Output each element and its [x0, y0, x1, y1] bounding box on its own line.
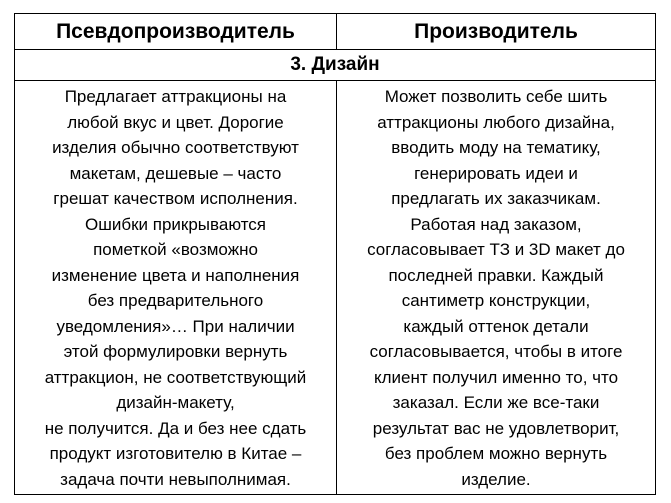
right-text-line: результат вас не удовлетворит, — [372, 418, 620, 438]
comparison-table — [14, 13, 656, 495]
right-text-line: клиент получил именно то, что — [373, 367, 619, 387]
left-text-line: любой вкус и цвет. Дорогие — [67, 112, 284, 132]
right-text-line: сантиметр конструкции, — [401, 291, 591, 310]
right-text-line: генерировать идеи и — [414, 163, 578, 183]
pseudo-producer-description — [15, 81, 337, 494]
right-text-line: изделие. — [461, 469, 531, 489]
right-text-line: каждый оттенок детали — [403, 316, 589, 336]
left-text-line: макетам, дешевые – часто — [69, 163, 282, 183]
right-text-line: согласовывается, чтобы в итоге — [369, 342, 623, 361]
left-text-line: без предварительного — [87, 291, 264, 310]
right-text-line: аттракционы любого дизайна, — [377, 112, 615, 132]
left-text-line: продукт изготовителю в Китае – — [49, 444, 302, 463]
left-text-line: пометкой «возможно — [93, 240, 258, 259]
left-text-line: этой формулировки вернуть — [63, 342, 288, 361]
left-text-line: изменение цвета и наполнения — [51, 265, 300, 285]
left-text-line: Ошибки прикрываются — [85, 214, 266, 234]
left-text-line: Предлагает аттракционы на — [64, 87, 287, 106]
left-text-line: грешат качеством исполнения. — [53, 189, 298, 208]
right-text-line: заказал. Если же все-таки — [392, 393, 600, 412]
left-text-line: изделия обычно соответствуют — [52, 138, 299, 157]
header-producer: Производитель — [414, 20, 578, 43]
section-title-design: 3. Дизайн — [15, 50, 655, 81]
right-text-line: согласовывает ТЗ и 3D макет до — [367, 240, 625, 259]
right-text-line: предлагать их заказчикам. — [391, 189, 601, 208]
table-body-row — [15, 81, 655, 494]
producer-description — [337, 81, 655, 494]
left-text-line: аттракцион, не соответствующий — [44, 367, 307, 387]
right-text-line: вводить моду на тематику, — [391, 138, 601, 157]
right-text-line: последней правки. Каждый — [388, 265, 604, 285]
left-text-line: не получится. Да и без нее сдать — [44, 418, 307, 438]
left-text-line: дизайн-макету, — [116, 393, 235, 412]
right-text-line: Может позволить себе шить — [384, 87, 608, 106]
right-text-line: без проблем можно вернуть — [384, 444, 608, 463]
left-text-line: задача почти невыполнимая. — [60, 469, 291, 489]
right-text-line: Работая над заказом, — [410, 214, 582, 234]
header-pseudo-producer: Псевдопроизводитель — [15, 14, 337, 49]
left-text-line: уведомления»… При наличии — [56, 316, 295, 336]
table-header-row — [15, 14, 655, 50]
